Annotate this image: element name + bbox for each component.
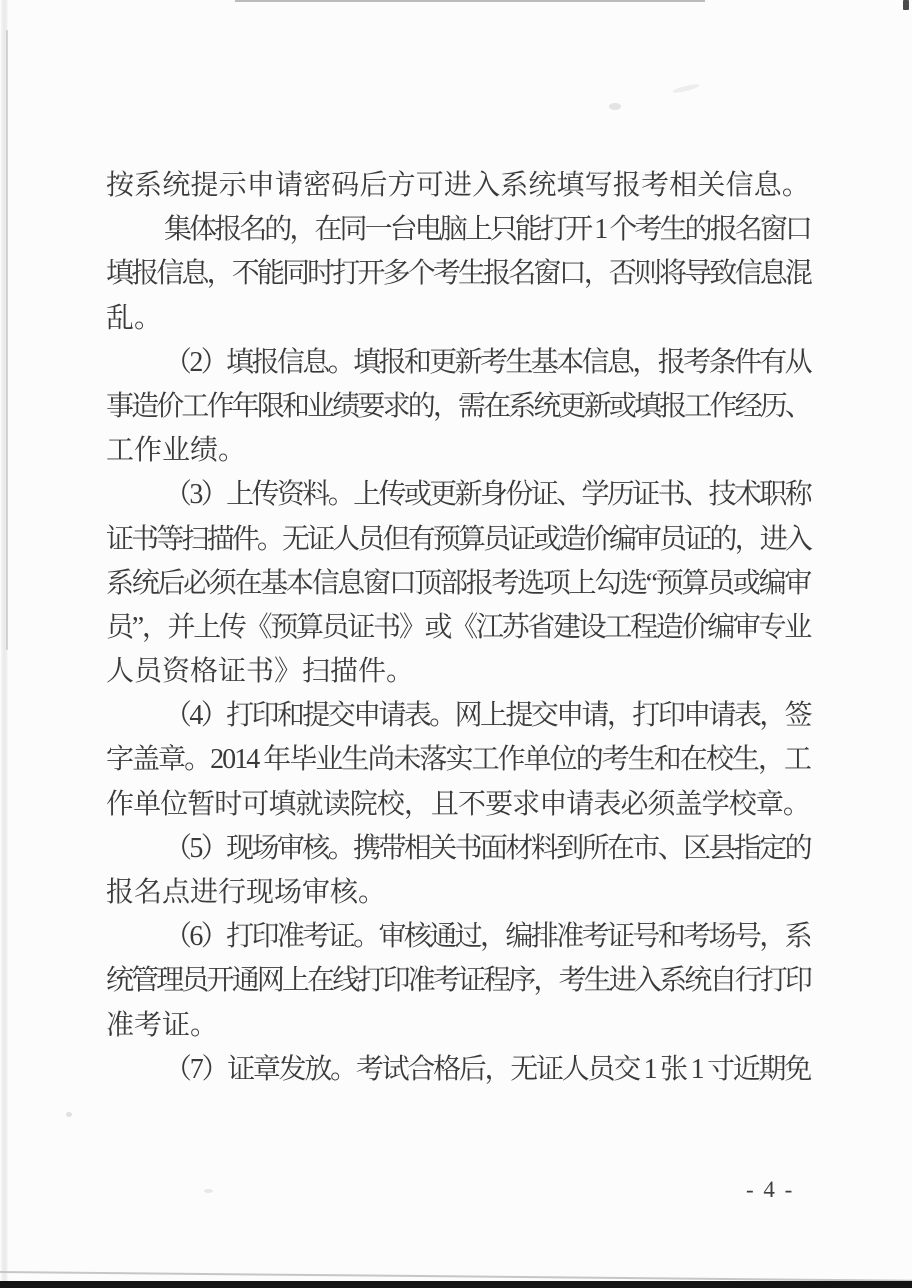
text-line: （2）填报信息。填报和更新考生基本信息，报考条件有从 (164, 346, 811, 378)
text-line: （6）打印准考证。审核通过，编排准考证号和考场号，系 (164, 921, 811, 953)
text-line: 集体报名的，在同一台电脑上只能打开 1 个考生的报名窗口 (164, 214, 810, 246)
scan-smudge (204, 1189, 213, 1193)
text-line: 乱。 (106, 302, 163, 334)
text-line: 报名点进行现场审核。 (106, 877, 387, 908)
text-line: 作单位暂时可填就读院校，且不要求申请表必须盖学校章。 (106, 788, 811, 820)
text-line: 人员资格证书》扫描件。 (106, 656, 415, 688)
text-line: 准考证。 (106, 1009, 219, 1041)
text-line: 工作业绩。 (106, 435, 247, 467)
scan-left-edge-line (6, 30, 8, 650)
scan-smudge (609, 103, 621, 110)
document-text-block (106, 164, 810, 1092)
scan-bottom-paper-edge-line (0, 1271, 912, 1282)
text-line: （5）现场审核。携带相关书面材料到所在市、区县指定的 (164, 832, 811, 864)
text-line: （7）证章发放。考试合格后，无证人员交 1 张 1 寸近期免 (164, 1053, 811, 1085)
text-line: （4）打印和提交申请表。网上提交申请，打印申请表，签 (164, 700, 811, 732)
text-line: 事造价工作年限和业绩要求的，需在系统更新或填报工作经历、 (106, 390, 811, 422)
text-line: 员”，并上传《预算员证书》或《江苏省建设工程造价编审专业 (106, 611, 811, 643)
scan-smudge (672, 83, 700, 95)
scanner-bottom-band (0, 1281, 912, 1288)
text-line: 按系统提示申请密码后方可进入系统填写报考相关信息。 (106, 170, 810, 201)
scan-smudge (66, 1112, 72, 1117)
page-number: - 4 - (746, 1177, 795, 1202)
text-line: 字盖章。2014 年毕业生尚未落实工作单位的考生和在校生，工 (106, 744, 810, 776)
text-line: 填报信息，不能同时打开多个考生报名窗口，否则将导致信息混 (106, 258, 811, 290)
text-line: 统管理员开通网上在线打印准考证程序，考生进入系统自行打印 (106, 965, 811, 997)
scan-top-edge-line (235, 0, 705, 2)
scan-corner-speck (903, 0, 909, 10)
scan-left-edge-streak (1, 0, 8, 1288)
text-line: 系统后必须在基本信息窗口顶部报考选项上勾选“预算员或编审 (106, 567, 811, 599)
text-line: 证书等扫描件。无证人员但有预算员证或造价编审员证的，进入 (106, 523, 811, 555)
text-line: （3）上传资料。上传或更新身份证、学历证书、技术职称 (164, 479, 811, 511)
